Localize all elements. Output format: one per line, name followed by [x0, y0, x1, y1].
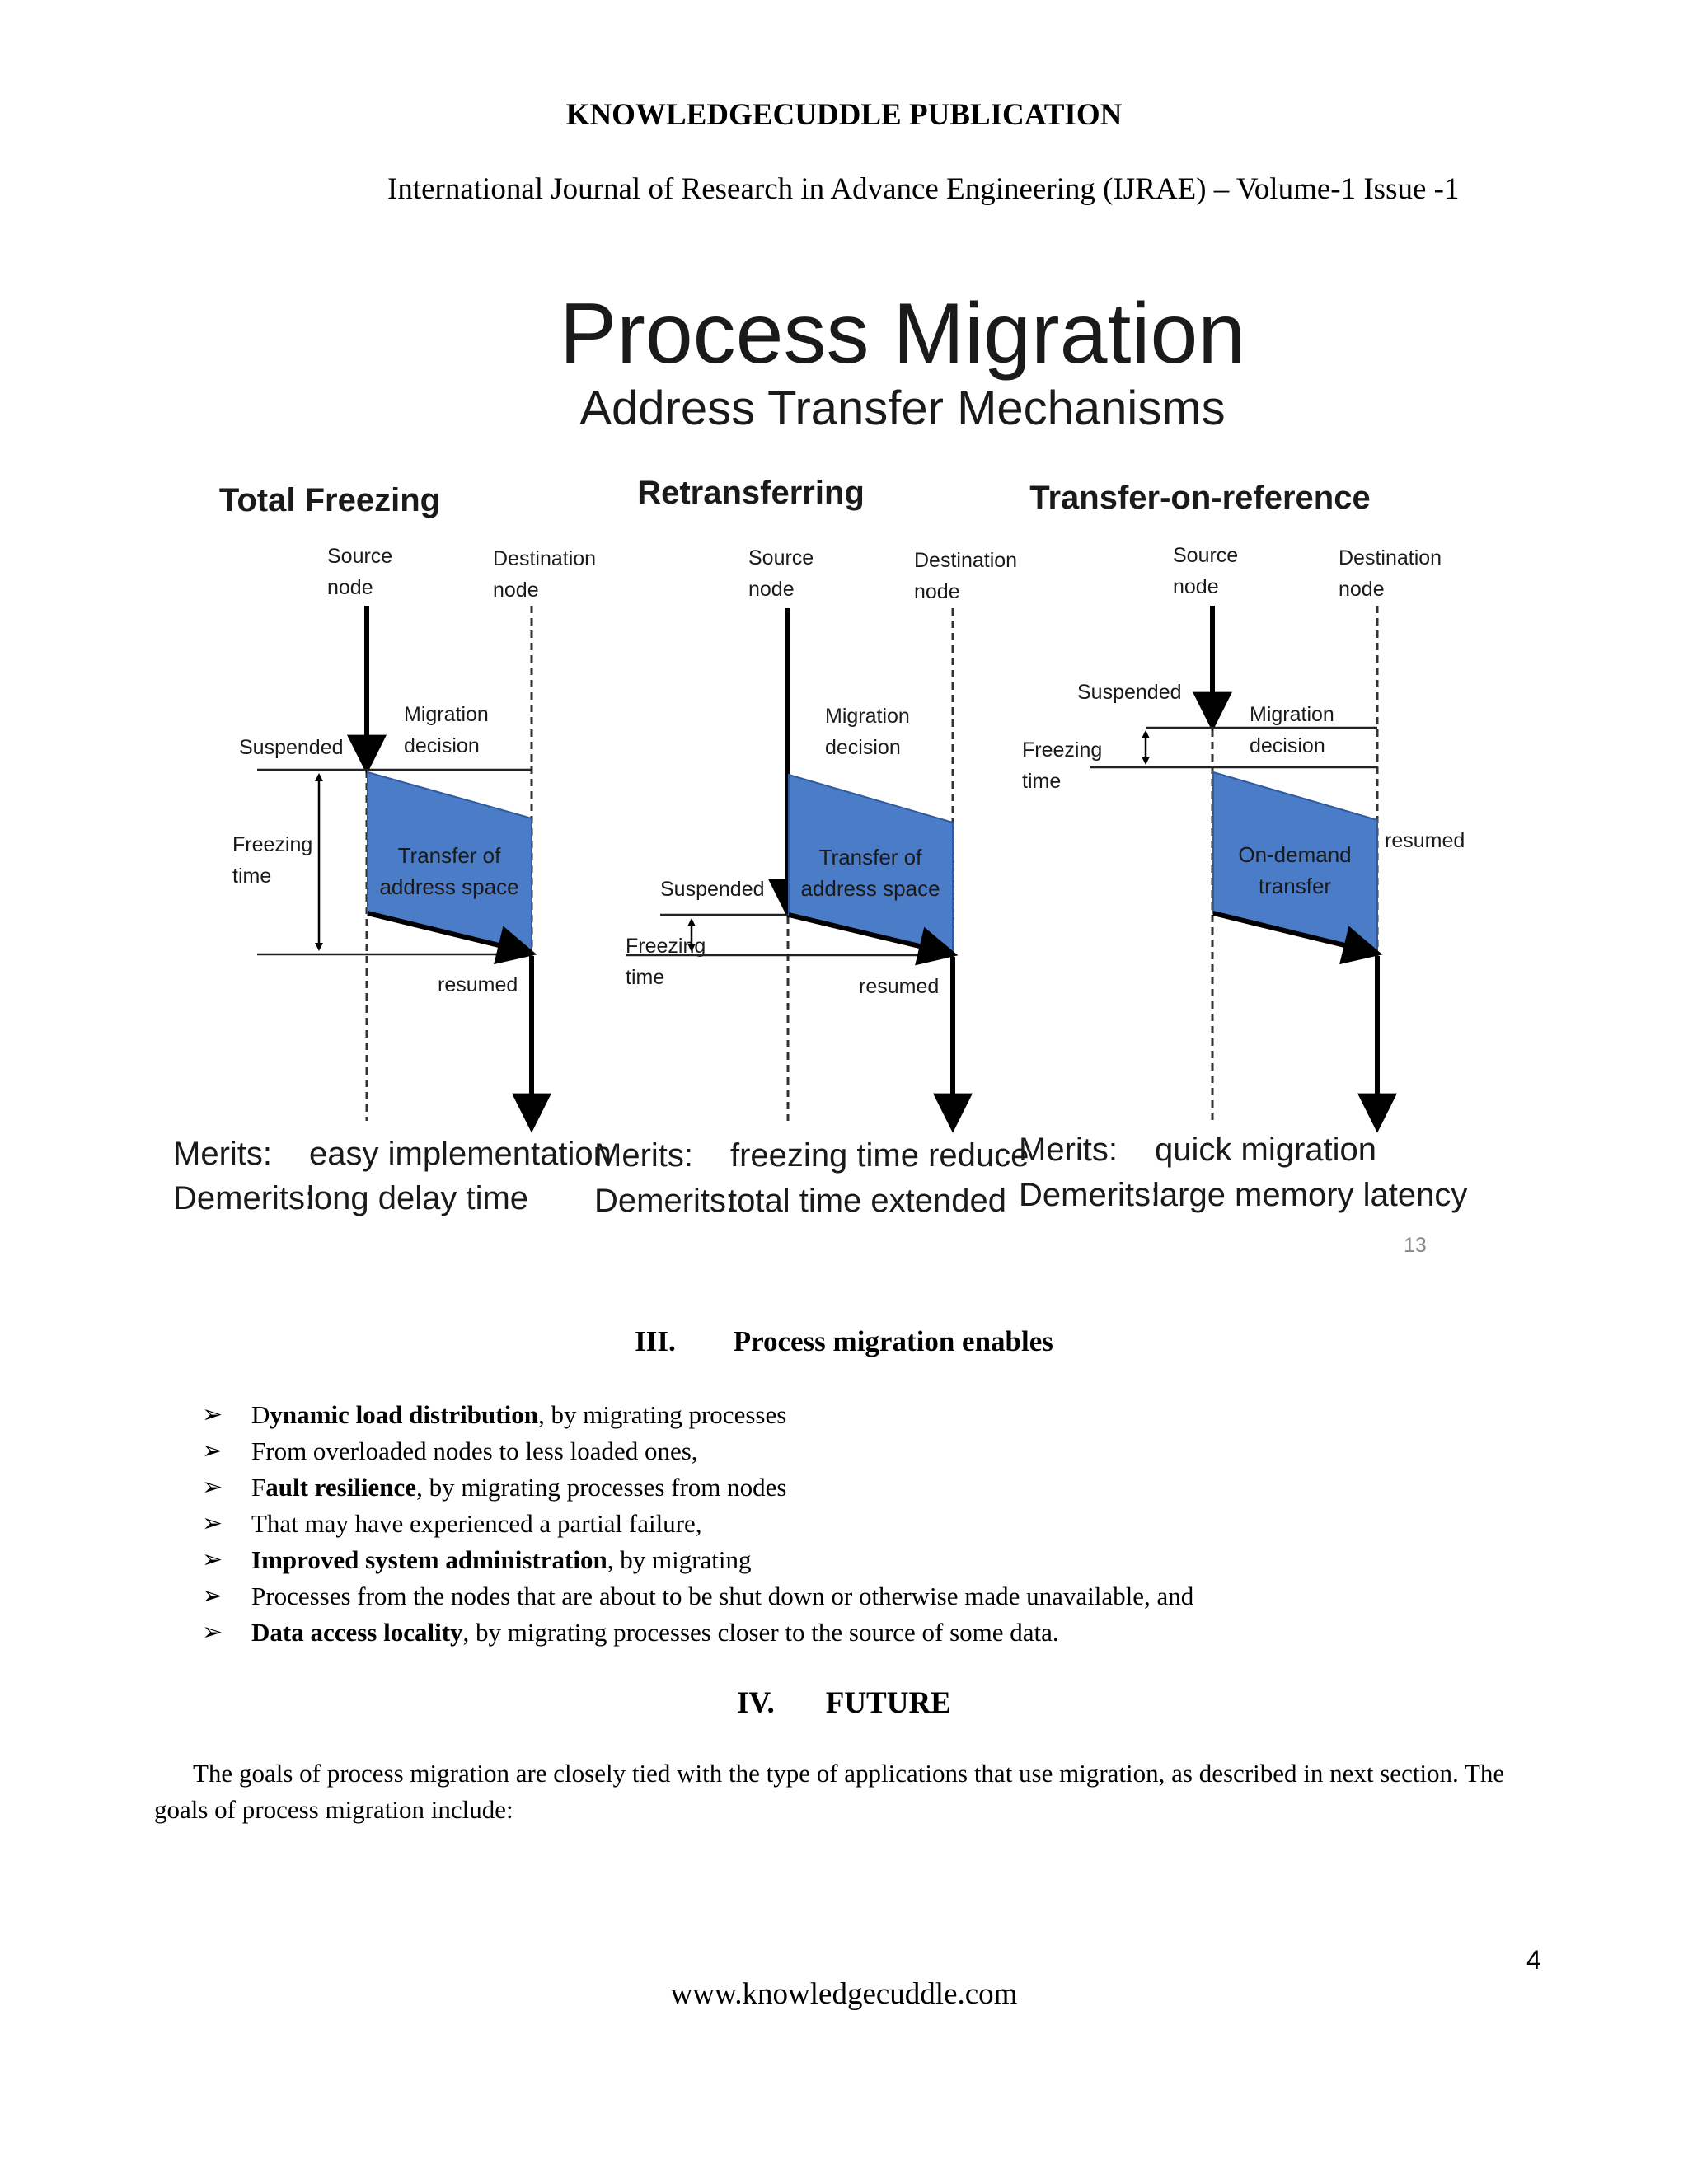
body-paragraph: The goals of process migration are closely tied with the type of applications that use migration, as described in next section. The goals of process migration include:	[154, 1759, 1505, 1824]
source-node-label: node	[327, 576, 373, 599]
suspended-label: Suspended	[1077, 681, 1182, 704]
destination-node-label: node	[1339, 578, 1385, 601]
arrow-bullet-icon: ➢	[202, 1401, 223, 1428]
suspended-label: Suspended	[239, 736, 344, 759]
list-item	[202, 1615, 1193, 1651]
destination-node-label: Destination	[1339, 546, 1442, 569]
list-item	[202, 1397, 1193, 1433]
section-number: III.	[635, 1325, 676, 1357]
list-item	[202, 1469, 1193, 1506]
merits-label: Merits:	[173, 1136, 272, 1172]
section-title: FUTURE	[825, 1686, 951, 1720]
merits-value: freezing time reduce	[730, 1137, 1029, 1174]
bullet-text: D	[251, 1400, 270, 1429]
bullet-bold-text: Improved system administration	[251, 1545, 607, 1574]
list-item	[202, 1506, 1193, 1542]
migration-decision-label: decision	[825, 736, 901, 759]
transfer-block-label: Transfer of	[397, 843, 501, 868]
footer-website: www.knowledgecuddle.com	[670, 1977, 1018, 2011]
destination-node-label: Destination	[493, 547, 597, 570]
bullet-text: , by migrating processes from nodes	[416, 1473, 787, 1502]
bullet-text: Processes from the nodes that are about to be shut down or otherwise made unavailable, and	[251, 1582, 1194, 1610]
source-node-label: node	[1173, 575, 1219, 598]
source-node-label: Source	[327, 545, 393, 568]
publisher-header: KNOWLEDGECUDDLE PUBLICATION	[565, 98, 1123, 132]
source-node-label: Source	[748, 546, 814, 569]
demerits-label: Demerits:	[594, 1183, 736, 1219]
suspended-label: Suspended	[660, 878, 765, 901]
process-migration-figure	[157, 272, 1541, 1286]
transfer-block-label: On-demand	[1238, 842, 1352, 867]
freezing-time-label: time	[626, 966, 665, 989]
freezing-time-label: time	[232, 865, 272, 888]
demerits-value: total time extended	[728, 1183, 1006, 1219]
arrow-bullet-icon: ➢	[202, 1619, 223, 1646]
section-title: Process migration enables	[733, 1325, 1053, 1357]
source-node-label: node	[748, 578, 795, 601]
migration-decision-label: Migration	[1250, 703, 1334, 726]
transfer-block-label: address space	[800, 876, 940, 901]
arrow-bullet-icon: ➢	[202, 1437, 223, 1465]
panel-transfer-on-reference	[1019, 480, 1467, 1213]
figure-subtitle: Address Transfer Mechanisms	[579, 382, 1226, 435]
figure-title: Process Migration	[559, 286, 1246, 382]
resumed-label: resumed	[859, 975, 940, 998]
bullet-text: F	[251, 1473, 266, 1502]
bullet-text: , by migrating processes closer to the source of some data.	[462, 1618, 1059, 1647]
demerits-label: Demerits:	[173, 1180, 315, 1216]
migration-decision-label: Migration	[825, 705, 910, 728]
merits-value: easy implementation	[309, 1136, 612, 1172]
migration-decision-label: decision	[1250, 734, 1325, 757]
bullet-bold-text: ault resilience	[265, 1473, 417, 1502]
arrow-bullet-icon: ➢	[202, 1474, 223, 1501]
demerits-label: Demerits:	[1019, 1177, 1160, 1213]
merits-label: Merits:	[594, 1137, 693, 1174]
section-4-heading	[0, 1685, 1688, 1721]
panel-total-freezing	[173, 482, 612, 1216]
list-item	[202, 1578, 1193, 1615]
merits-label: Merits:	[1019, 1132, 1118, 1168]
transfer-block-label: transfer	[1258, 874, 1332, 898]
bullet-text: From overloaded nodes to less loaded ones,	[251, 1436, 698, 1465]
bullet-bold-text: ynamic load distribution	[270, 1400, 538, 1429]
arrow-bullet-icon: ➢	[202, 1510, 223, 1537]
panel-heading: Retransferring	[637, 475, 865, 511]
freezing-time-label: time	[1022, 770, 1062, 793]
resumed-label: resumed	[438, 973, 518, 996]
panel-retransferring	[594, 475, 1029, 1219]
freezing-time-label: Freezing	[626, 935, 706, 958]
bullet-bold-text: Data access locality	[251, 1618, 463, 1647]
merits-value: quick migration	[1155, 1132, 1377, 1168]
freezing-time-label: Freezing	[232, 833, 313, 856]
section-number: IV.	[737, 1686, 775, 1720]
bullet-list	[202, 1397, 1193, 1651]
journal-header: International Journal of Research in Advance Engineering (IJRAE) – Volume-1 Issue -1	[387, 172, 1460, 206]
list-item	[202, 1542, 1193, 1578]
source-node-label: Source	[1173, 544, 1239, 567]
resumed-label: resumed	[1385, 829, 1465, 852]
panel-heading: Total Freezing	[218, 482, 441, 518]
arrow-bullet-icon: ➢	[202, 1582, 223, 1610]
bullet-text: , by migrating processes	[537, 1400, 787, 1429]
destination-node-label: node	[914, 580, 960, 603]
bullet-text: That may have experienced a partial failure,	[251, 1509, 702, 1538]
slide-number: 13	[1404, 1234, 1427, 1257]
section-3-heading	[0, 1325, 1688, 1358]
migration-decision-label: decision	[404, 734, 480, 757]
destination-node-label: node	[493, 579, 539, 602]
page-number: 4	[1526, 1945, 1541, 1975]
demerits-value: large memory latency	[1152, 1177, 1468, 1213]
destination-node-label: Destination	[914, 549, 1018, 572]
arrow-bullet-icon: ➢	[202, 1546, 223, 1573]
freezing-time-label: Freezing	[1022, 738, 1103, 762]
transfer-block-label: Transfer of	[818, 845, 922, 869]
list-item	[202, 1433, 1193, 1469]
migration-decision-label: Migration	[404, 703, 489, 726]
demerits-value: long delay time	[307, 1180, 529, 1216]
transfer-block-label: address space	[379, 874, 519, 899]
bullet-text: , by migrating	[607, 1545, 752, 1574]
panel-heading: Transfer-on-reference	[1029, 480, 1371, 516]
figure-svg	[157, 272, 1541, 1286]
